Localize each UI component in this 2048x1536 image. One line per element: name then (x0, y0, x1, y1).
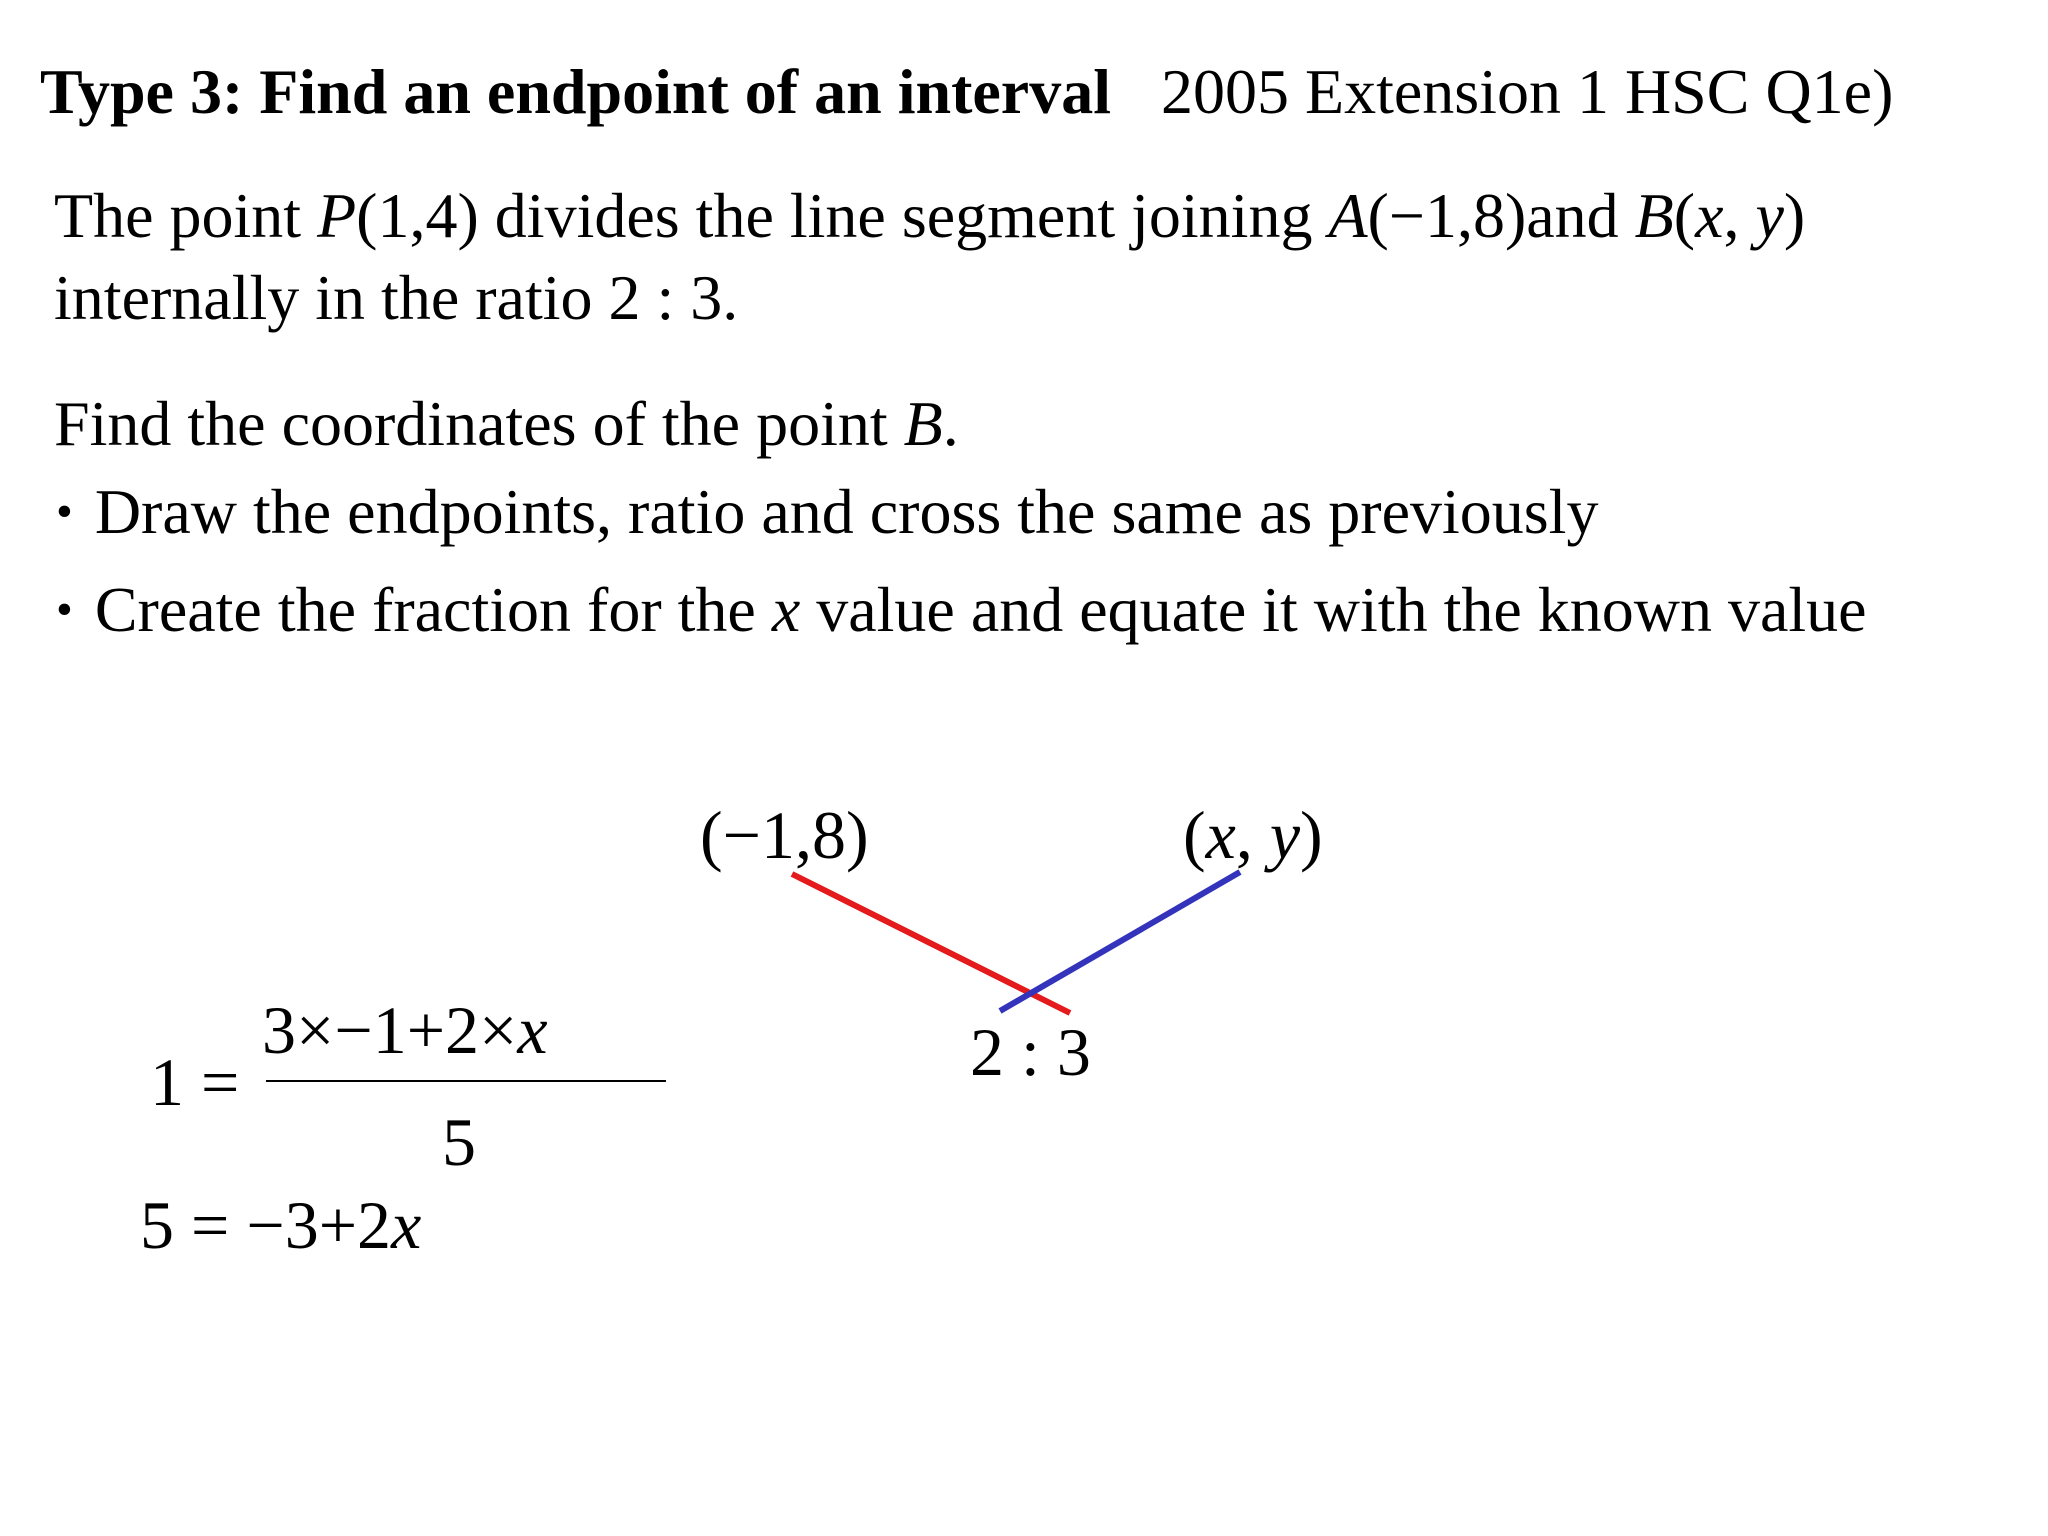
point-b-label: B (1634, 180, 1674, 251)
bullet-2-text-b: value and equate it with the known value (800, 574, 1867, 645)
fraction-bar (266, 1080, 666, 1082)
q3-text-b: . (942, 388, 959, 459)
q3-text-a: Find the coordinates of the point (54, 388, 904, 459)
point-p-coord: (1,4) (356, 180, 479, 251)
equation-1-lhs: 1 = (150, 1044, 240, 1120)
point-a-coord: (−1,8) (1367, 180, 1527, 251)
pt-b-open: ( (1183, 797, 1206, 873)
q1-text-a: The point (54, 180, 318, 251)
question-line-2: internally in the ratio 2 : 3. (54, 262, 739, 333)
point-p-label: P (317, 180, 357, 251)
pt-b-close: ) (1300, 797, 1323, 873)
q1-and: and (1526, 180, 1635, 251)
pt-b-y: y (1269, 797, 1301, 873)
bullet-dot: • (56, 485, 73, 538)
q1-text-b: divides the line segment joining (478, 180, 1329, 251)
eq2-x: x (391, 1187, 422, 1263)
q3-point-b: B (903, 388, 943, 459)
blue-cross-line (1000, 872, 1240, 1011)
point-b-comma: , (1723, 180, 1756, 251)
eq2-text: 5 = −3+2 (140, 1187, 392, 1263)
pt-b-x: x (1205, 797, 1236, 873)
point-b-open: ( (1673, 180, 1696, 251)
eq1-num-text: 3×−1+2× (262, 992, 518, 1068)
equation-1-numerator (262, 990, 548, 1070)
point-a-label: A (1328, 180, 1368, 251)
point-b-x: x (1695, 180, 1724, 251)
eq1-num-x: x (517, 992, 548, 1068)
title-main: Type 3: Find an endpoint of an interval (40, 56, 1111, 127)
equation-1-denominator: 5 (442, 1104, 476, 1180)
point-b-close: ) (1783, 180, 1806, 251)
bullet-2-x: x (771, 574, 801, 645)
point-b-y: y (1755, 180, 1784, 251)
endpoint-a-label: (−1,8) (700, 797, 869, 873)
ratio-label: 2 : 3 (970, 1014, 1091, 1090)
bullet-2-text-a: Create the fraction for the (94, 574, 772, 645)
bullet-1-text: Draw the endpoints, ratio and cross the same as previously (94, 476, 1599, 547)
endpoint-b-label (1183, 795, 1323, 875)
bullet-dot: • (56, 583, 73, 636)
pt-b-comma: , (1235, 797, 1270, 873)
equation-2 (140, 1185, 421, 1265)
title-source: 2005 Extension 1 HSC Q1e) (1160, 56, 1894, 127)
